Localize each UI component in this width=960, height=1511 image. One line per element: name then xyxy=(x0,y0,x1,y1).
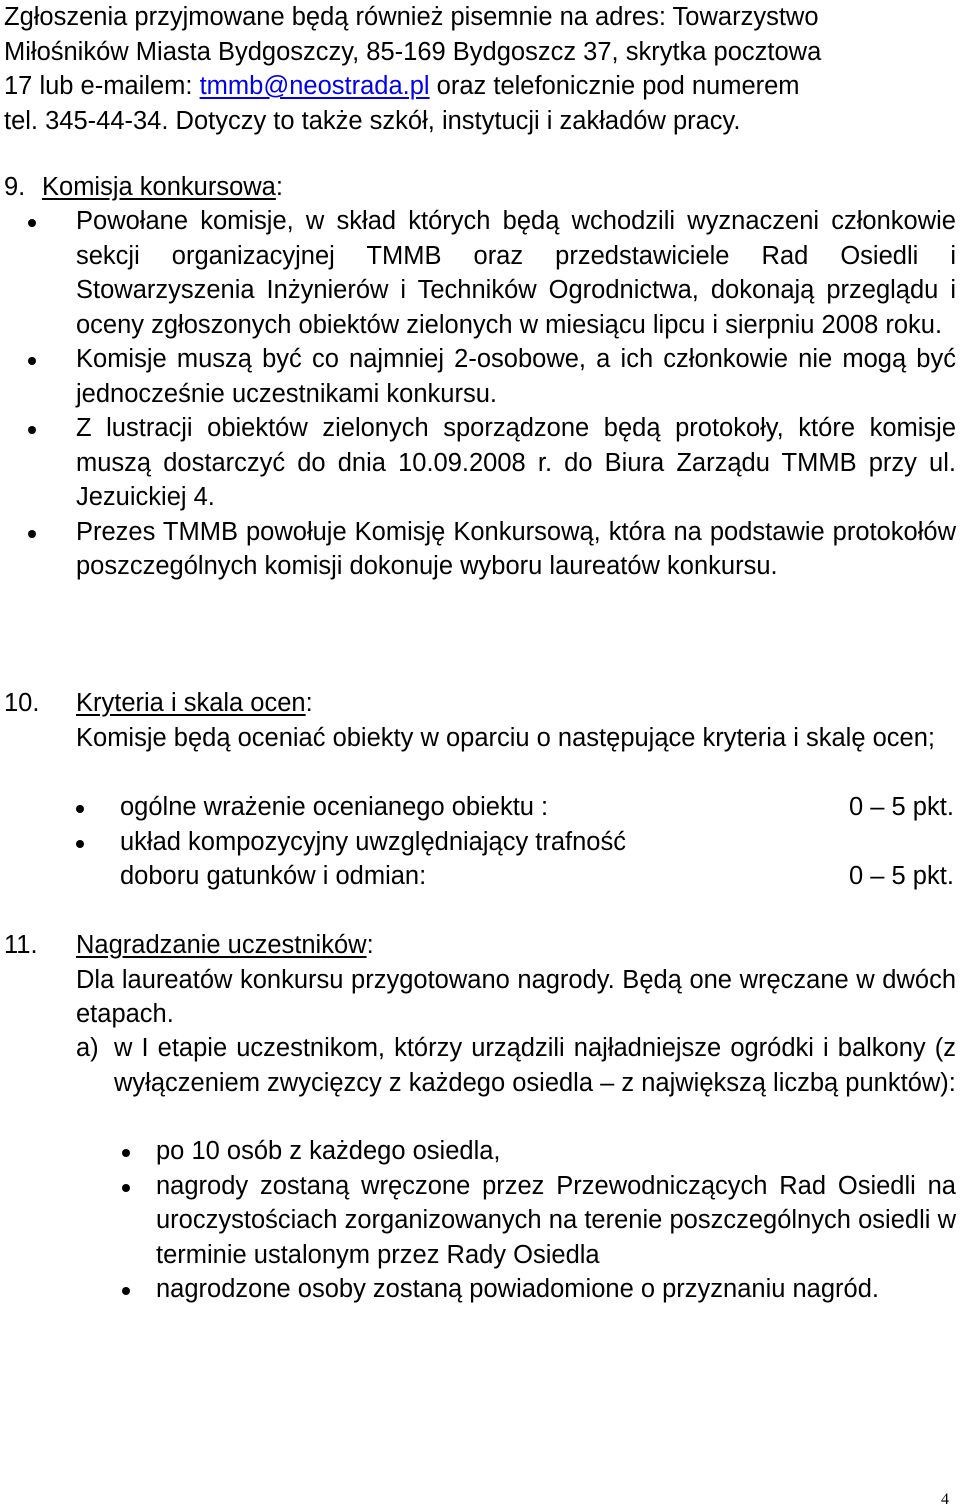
section-10 xyxy=(4,686,956,755)
section-title: Komisja konkursowa xyxy=(42,173,276,201)
section-title: Kryteria i skala ocen xyxy=(76,689,306,717)
criterion-item xyxy=(4,790,956,825)
section-9 xyxy=(4,170,956,205)
section-9-bullet-list xyxy=(4,204,956,584)
list-item: nagrody zostaną wręczone przez Przewodniczących Rad Osiedli na uroczystościach zorganizowanych na terenie poszczególnych osiedli w terminie ustalonym przez Rady Osiedla xyxy=(4,1169,956,1273)
section-11-item-a xyxy=(4,1031,956,1100)
page-number: 4 xyxy=(941,1491,949,1508)
heading-colon: : xyxy=(275,173,283,201)
section-11-sub-bullet-list xyxy=(4,1134,956,1307)
heading-colon: : xyxy=(305,689,313,717)
section-11-heading xyxy=(76,928,956,963)
item-label: a) xyxy=(76,1034,99,1062)
criterion-label-cont: doboru gatunków i odmian: xyxy=(120,862,427,890)
intro-line: Miłośników Miasta Bydgoszczy, 85-169 Bydgoszcz 37, skrytka pocztowa xyxy=(4,37,822,66)
list-item: Powołane komisje, w skład których będą wchodzili wyznaczeni członkowie sekcji organizacyjnej TMMB oraz przedstawiciele Rad Osiedli i Stowarzyszenia Inżynierów i Techników Ogrodnictwa, dokonają przeglądu i oceny zgłoszonych obiektów zielonych w miesiącu lipcu i sierpniu 2008 roku. xyxy=(4,204,956,342)
criterion-score: 0 – 5 pkt. xyxy=(849,793,954,821)
criterion-row xyxy=(120,790,956,825)
list-item: Komisje muszą być co najmniej 2-osobowe, a ich członkowie nie mogą być jednocześnie uczestnikami konkursu. xyxy=(4,342,956,411)
criterion-label: ogólne wrażenie ocenianego obiektu : xyxy=(120,793,549,821)
section-number: 11. xyxy=(4,931,38,959)
criterion-row xyxy=(120,859,956,894)
section-11 xyxy=(4,928,956,1032)
section-10-intro: Komisje będą oceniać obiekty w oparciu o następujące kryteria i skalę ocen; xyxy=(76,723,935,752)
intro-line xyxy=(4,69,956,104)
section-number: 9. xyxy=(4,173,26,201)
intro-paragraph xyxy=(4,0,956,138)
section-9-heading xyxy=(4,170,956,205)
list-item: nagrodzone osoby zostaną powiadomione o przyznaniu nagród. xyxy=(4,1272,956,1307)
intro-line: tel. 345-44-34. Dotyczy to także szkół, instytucji i zakładów pracy. xyxy=(4,106,741,135)
list-item: Z lustracji obiektów zielonych sporządzone będą protokoły, które komisje muszą dostarczyć do dnia 10.09.2008 r. do Biura Zarządu TMMB przy ul. Jezuickiej 4. xyxy=(4,411,956,515)
intro-text: 17 lub e-mailem: xyxy=(4,72,200,100)
criterion-score: 0 – 5 pkt. xyxy=(849,862,954,890)
heading-colon: : xyxy=(366,931,374,959)
section-number: 10. xyxy=(4,689,40,717)
list-item: po 10 osób z każdego osiedla, xyxy=(4,1134,956,1169)
criteria-list xyxy=(4,790,956,894)
section-10-heading xyxy=(76,686,956,721)
item-text: w I etapie uczestnikom, którzy urządzili najładniejsze ogródki i balkony (z wyłączeniem zwycięzcy z każdego osiedla – z największą liczbą punktów): xyxy=(114,1034,956,1097)
section-title: Nagradzanie uczestników xyxy=(76,931,367,959)
criterion-label: układ kompozycyjny uwzględniający trafność xyxy=(120,827,626,856)
intro-line: Zgłoszenia przyjmowane będą również pisemnie na adres: Towarzystwo xyxy=(4,3,819,31)
email-link[interactable]: tmmb@neostrada.pl xyxy=(199,72,430,100)
list-item: Prezes TMMB powołuje Komisję Konkursową, która na podstawie protokołów poszczególnych komisji dokonuje wyboru laureatów konkursu. xyxy=(4,515,956,584)
section-11-intro: Dla laureatów konkursu przygotowano nagrody. Będą one wręczane w dwóch etapach. xyxy=(76,965,956,1028)
criterion-item xyxy=(4,825,956,894)
intro-text: oraz telefonicznie pod numerem xyxy=(429,72,800,100)
